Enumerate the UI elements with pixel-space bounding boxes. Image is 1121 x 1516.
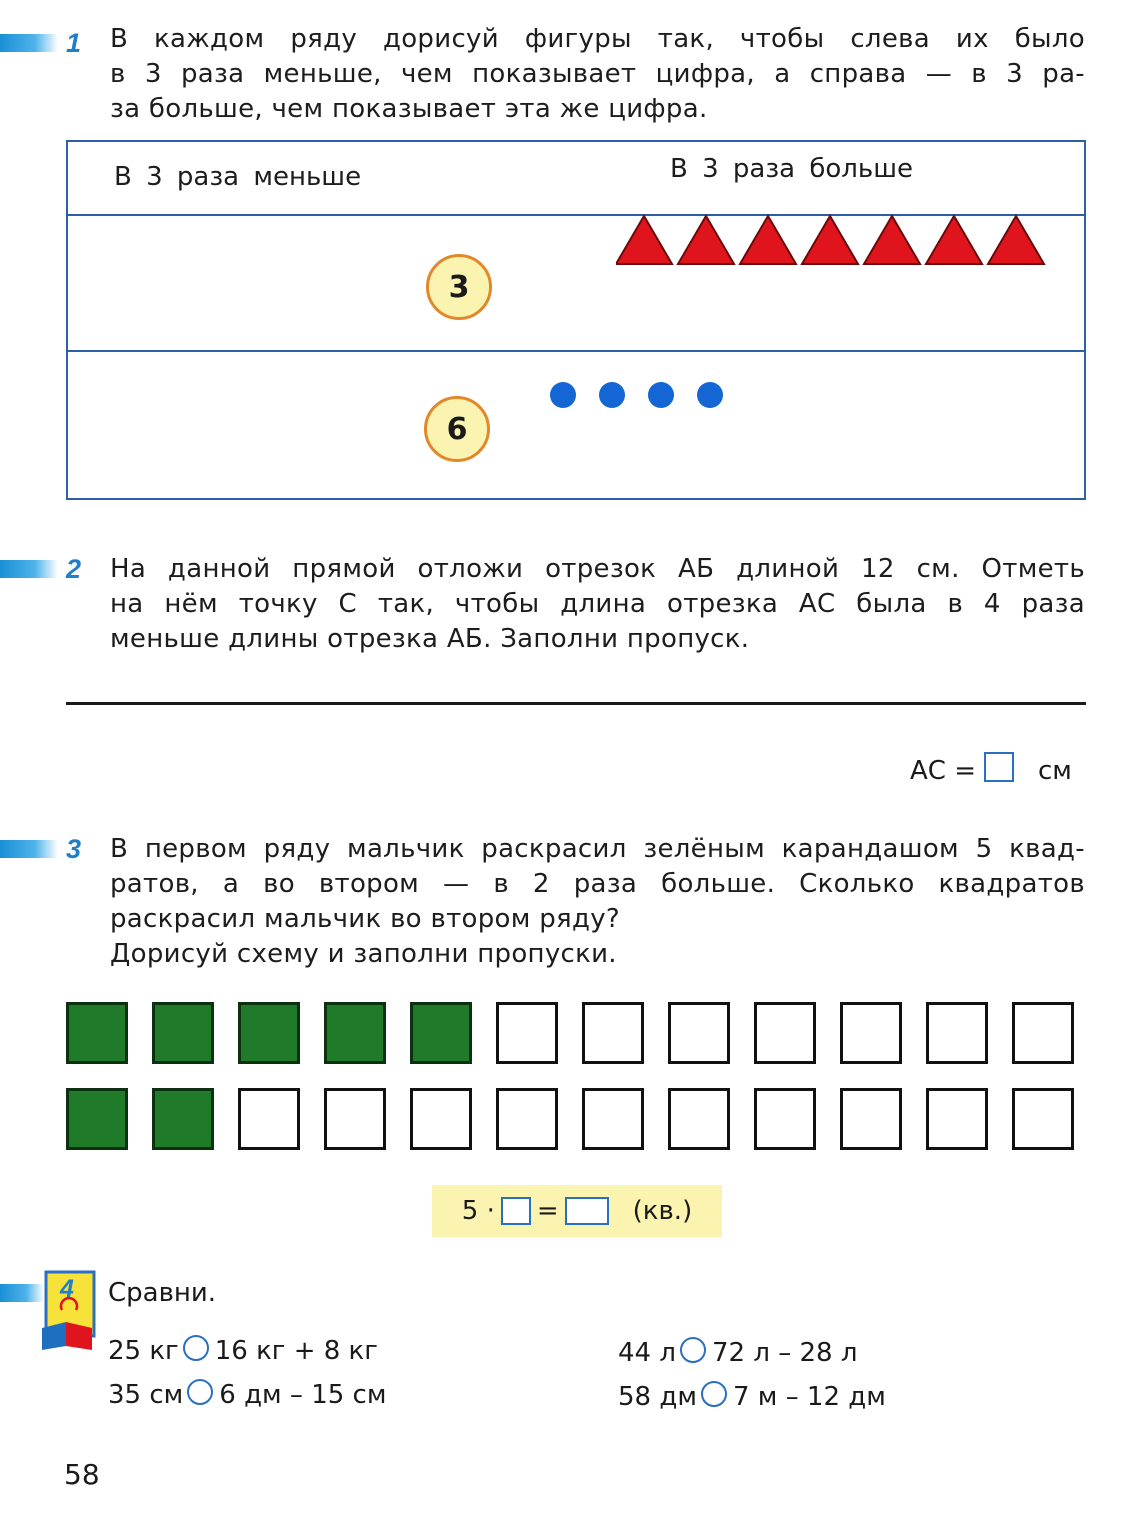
red-triangle bbox=[802, 216, 858, 264]
task-1-table bbox=[66, 140, 1086, 500]
compare-item-1 bbox=[108, 1336, 378, 1366]
compare-3-sign-circle[interactable] bbox=[680, 1337, 706, 1363]
compare-2-left: 35 см bbox=[108, 1380, 184, 1410]
table-row-divider bbox=[68, 350, 1084, 352]
empty-square[interactable] bbox=[324, 1088, 386, 1150]
task-2-number: 2 bbox=[66, 554, 82, 584]
empty-square[interactable] bbox=[926, 1088, 988, 1150]
compare-3-right: 72 л – 28 л bbox=[711, 1338, 858, 1368]
ac-label: АС = bbox=[910, 756, 976, 786]
compare-1-left: 25 кг bbox=[108, 1336, 179, 1366]
compare-item-4 bbox=[618, 1382, 886, 1412]
red-triangles-row-1 bbox=[616, 212, 1056, 268]
empty-square[interactable] bbox=[496, 1088, 558, 1150]
formula-unit: (кв.) bbox=[632, 1196, 693, 1226]
header-three-times-less: В 3 раза меньше bbox=[114, 162, 362, 192]
red-triangle bbox=[740, 216, 796, 264]
empty-square[interactable] bbox=[1012, 1088, 1074, 1150]
task-3-line-4: Дорисуй схему и заполни пропуски. bbox=[110, 939, 617, 969]
given-straight-line[interactable] bbox=[66, 702, 1086, 705]
task-1-line-3: за больше, чем показывает эта же цифра. bbox=[110, 94, 708, 124]
header-three-times-more: В 3 раза больше bbox=[670, 154, 914, 184]
task-1-line-1: В каждом ряду дорисуй фигуры так, чтобы слева их было bbox=[110, 24, 1085, 54]
empty-square[interactable] bbox=[1012, 1002, 1074, 1064]
formula-result-box[interactable] bbox=[565, 1197, 609, 1225]
task-3-text bbox=[110, 832, 1085, 972]
compare-4-left: 58 дм bbox=[618, 1382, 697, 1412]
task-3-line-1: В первом ряду мальчик раскрасил зелёным карандашом 5 квад- bbox=[110, 834, 1085, 864]
empty-square[interactable] bbox=[840, 1088, 902, 1150]
task-2-line-3: меньше длины отрезка АБ. Заполни пропуск. bbox=[110, 624, 750, 654]
ac-unit: см bbox=[1038, 756, 1072, 786]
empty-square[interactable] bbox=[926, 1002, 988, 1064]
empty-square[interactable] bbox=[238, 1088, 300, 1150]
task-3-number: 3 bbox=[66, 834, 82, 864]
formula-multiplier-box[interactable] bbox=[501, 1197, 531, 1225]
blue-dot bbox=[648, 382, 674, 408]
empty-square[interactable] bbox=[668, 1002, 730, 1064]
compare-3-left: 44 л bbox=[618, 1338, 676, 1368]
red-triangle bbox=[988, 216, 1044, 264]
empty-square[interactable] bbox=[582, 1088, 644, 1150]
formula-equals: = bbox=[536, 1196, 559, 1226]
task-4-marker bbox=[0, 1284, 44, 1302]
ac-answer-box[interactable] bbox=[984, 752, 1014, 782]
task-2-line-1: На данной прямой отложи отрезок АБ длиной 12 см. Отметь bbox=[110, 554, 1085, 584]
red-triangle bbox=[864, 216, 920, 264]
ac-answer bbox=[910, 756, 1072, 786]
red-triangle bbox=[616, 216, 672, 264]
formula-left: 5 · bbox=[461, 1196, 495, 1226]
digit-circle-row-2: 6 bbox=[424, 396, 490, 462]
blue-dot bbox=[697, 382, 723, 408]
compare-1-sign-circle[interactable] bbox=[183, 1335, 209, 1361]
compare-2-right: 6 дм – 15 см bbox=[219, 1380, 387, 1410]
squares-row-1 bbox=[66, 1002, 1074, 1064]
task-1-number: 1 bbox=[66, 28, 82, 58]
empty-square[interactable] bbox=[410, 1088, 472, 1150]
green-square[interactable] bbox=[152, 1002, 214, 1064]
compare-item-2 bbox=[108, 1380, 386, 1410]
task-1-text bbox=[110, 22, 1085, 127]
task-3-marker bbox=[0, 840, 58, 858]
digit-circle-row-1: 3 bbox=[426, 254, 492, 320]
empty-square[interactable] bbox=[496, 1002, 558, 1064]
green-square[interactable] bbox=[152, 1088, 214, 1150]
empty-square[interactable] bbox=[582, 1002, 644, 1064]
blue-dot bbox=[550, 382, 576, 408]
compare-item-3 bbox=[618, 1338, 857, 1368]
task-1-line-2: в 3 раза меньше, чем показывает цифра, а справа — в 3 ра- bbox=[110, 59, 1085, 89]
task-3-line-2: ратов, а во втором — в 2 раза больше. Сколько квадратов bbox=[110, 869, 1085, 899]
empty-square[interactable] bbox=[840, 1002, 902, 1064]
task-3-formula bbox=[432, 1185, 722, 1237]
green-square[interactable] bbox=[410, 1002, 472, 1064]
task-3-line-3: раскрасил мальчик во втором ряду? bbox=[110, 904, 621, 934]
task-1-marker bbox=[0, 34, 58, 52]
green-square[interactable] bbox=[66, 1002, 128, 1064]
empty-square[interactable] bbox=[754, 1088, 816, 1150]
page-number: 58 bbox=[64, 1458, 100, 1491]
green-square[interactable] bbox=[324, 1002, 386, 1064]
compare-4-sign-circle[interactable] bbox=[701, 1381, 727, 1407]
task-2-marker bbox=[0, 560, 58, 578]
task-4-number: 4 bbox=[60, 1275, 74, 1303]
green-square[interactable] bbox=[238, 1002, 300, 1064]
red-triangle bbox=[678, 216, 734, 264]
compare-4-right: 7 м – 12 дм bbox=[732, 1382, 886, 1412]
task-2-text bbox=[110, 552, 1085, 657]
compare-2-sign-circle[interactable] bbox=[187, 1379, 213, 1405]
empty-square[interactable] bbox=[668, 1088, 730, 1150]
green-square[interactable] bbox=[66, 1088, 128, 1150]
empty-square[interactable] bbox=[754, 1002, 816, 1064]
task-4-title: Сравни. bbox=[108, 1278, 217, 1308]
compare-1-right: 16 кг + 8 кг bbox=[214, 1336, 378, 1366]
blue-dot bbox=[599, 382, 625, 408]
squares-row-2 bbox=[66, 1088, 1074, 1150]
red-triangle bbox=[926, 216, 982, 264]
task-2-line-2: на нём точку С так, чтобы длина отрезка АС была в 4 раза bbox=[110, 589, 1085, 619]
